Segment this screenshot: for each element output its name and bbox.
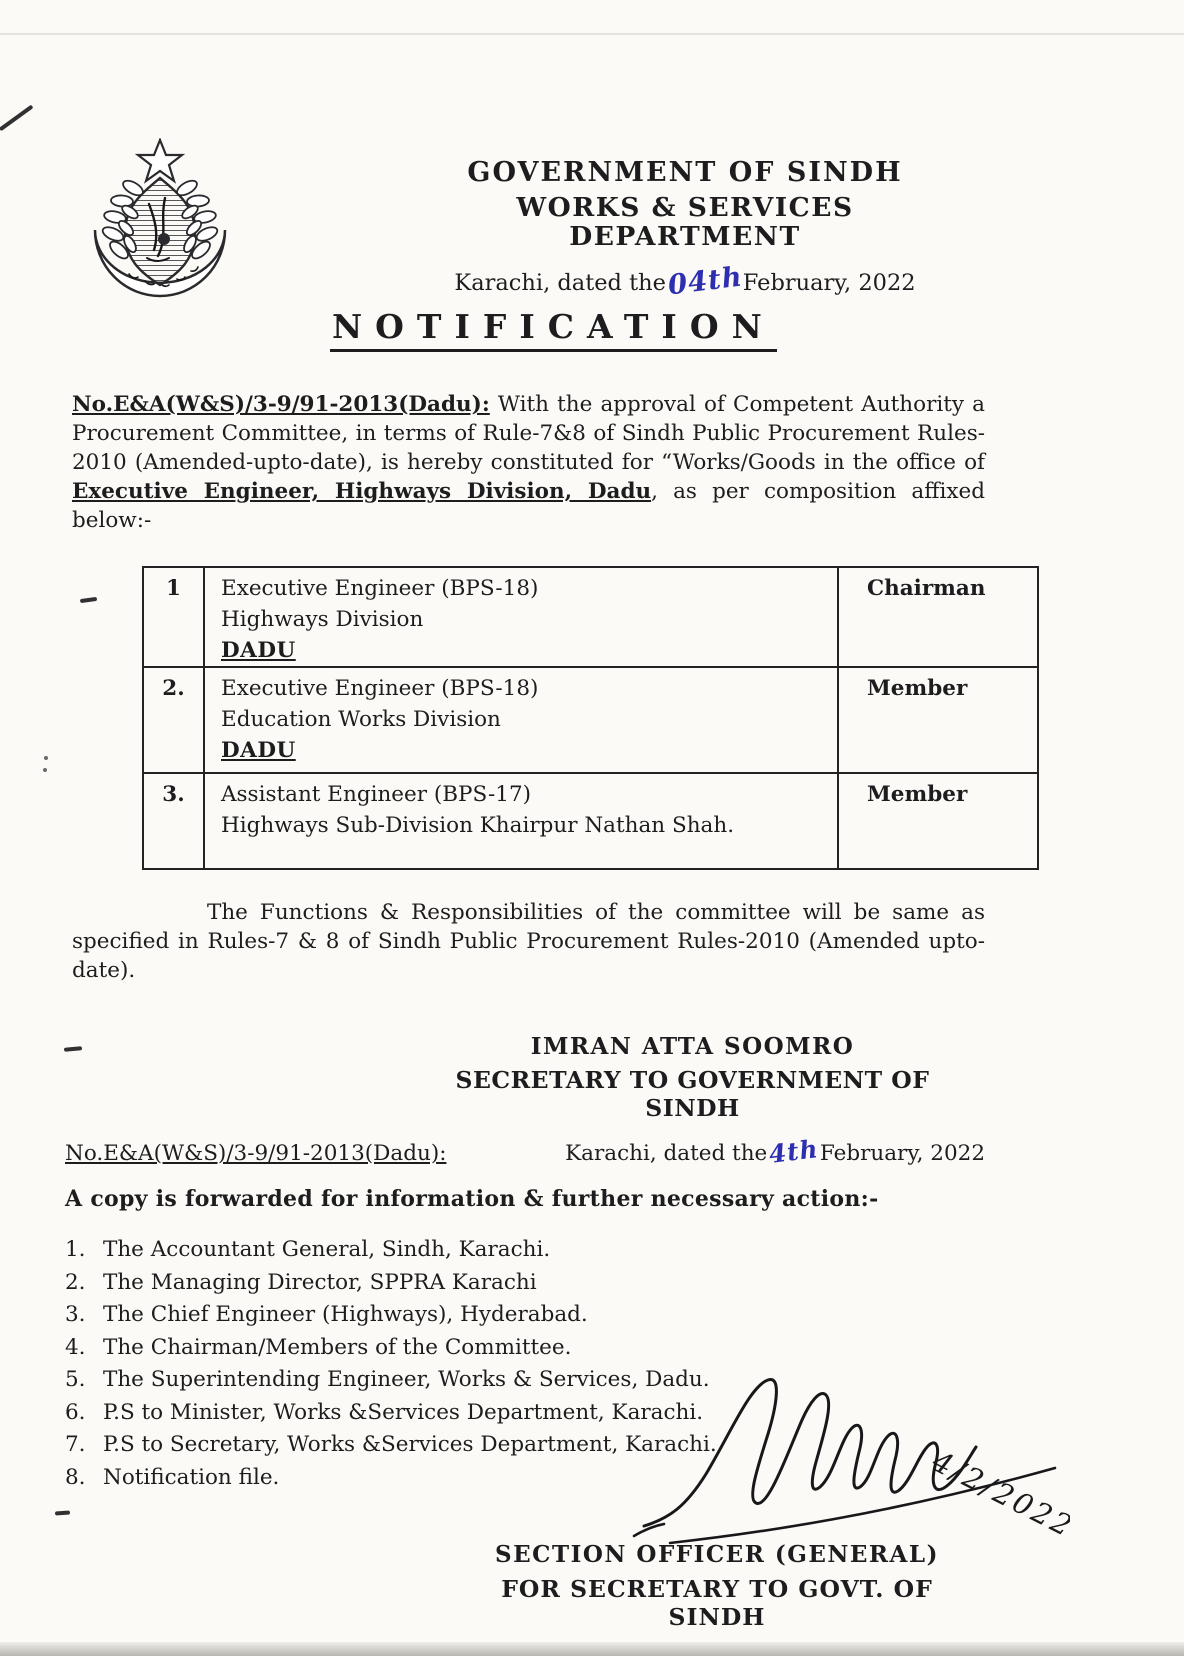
- signatory-name: IMRAN ATTA SOOMRO: [530, 1033, 855, 1060]
- notification-paragraph: [72, 390, 985, 535]
- place-date-line: [400, 260, 970, 302]
- station: DADU: [221, 738, 296, 763]
- officer-designation: SECTION OFFICER (GENERAL): [495, 1541, 939, 1568]
- item-number: 3.: [65, 1302, 86, 1327]
- designation: Executive Engineer (BPS-18): [221, 576, 539, 601]
- designation: Assistant Engineer (BPS-17): [221, 782, 532, 807]
- station: DADU: [221, 638, 296, 663]
- item-text: P.S to Minister, Works &Services Department, Karachi.: [103, 1399, 704, 1425]
- footer-signatory-block: [467, 1541, 967, 1631]
- date-suffix: February, 2022: [742, 269, 916, 296]
- pen-mark: [64, 1046, 82, 1052]
- item-number: 7.: [65, 1432, 86, 1457]
- date-suffix: February, 2022: [819, 1141, 985, 1166]
- item-text: Notification file.: [103, 1464, 280, 1490]
- org-name-line1: GOVERNMENT OF SINDH: [467, 157, 903, 188]
- role-cell: Chairman: [838, 567, 1038, 667]
- item-number: 4.: [65, 1334, 86, 1360]
- reference-number: No.E&A(W&S)/3-9/91-2013(Dadu):: [65, 1141, 447, 1166]
- body-text: With the approval of Competent Authority a Procurement Committee, in terms of Rule-7&8 of Sindh Public Procurement Rules-2010 (Amended-upto-date), is hereby constituted for “Works/Goods in the office of: [72, 392, 985, 475]
- role-cell: Member: [838, 773, 1038, 869]
- item-number: 2.: [65, 1269, 86, 1295]
- document-title: NOTIFICATION: [330, 308, 777, 352]
- item-text: The Accountant General, Sindh, Karachi.: [103, 1237, 551, 1262]
- date-prefix: Karachi, dated the: [454, 269, 666, 296]
- row-number-cell: 3.: [143, 773, 204, 869]
- scan-line-artifact: [0, 33, 1184, 35]
- place-date-line: [565, 1134, 985, 1169]
- table-row: [143, 667, 1038, 773]
- endorsement-reference-line: [65, 1134, 985, 1169]
- pen-mark: [55, 1510, 70, 1515]
- division: Highways Division: [221, 607, 424, 632]
- reference-number: No.E&A(W&S)/3-9/91-2013(Dadu):: [72, 392, 490, 417]
- handwritten-day: 04th: [666, 260, 745, 302]
- role-cell: Member: [838, 667, 1038, 773]
- pen-mark: [80, 597, 97, 603]
- pen-mark: [43, 768, 47, 772]
- scan-edge-shadow: [0, 1642, 1184, 1656]
- item-text: The Chairman/Members of the Committee.: [103, 1334, 572, 1360]
- copy-forwarded-heading: A copy is forwarded for information & further necessary action:-: [65, 1186, 879, 1212]
- signatory-block: [420, 1033, 965, 1122]
- office-emphasis: Executive Engineer, Highways Division, Dadu: [72, 479, 652, 504]
- item-number: 5.: [65, 1367, 86, 1392]
- item-text: The Superintending Engineer, Works & Services, Dadu.: [103, 1367, 710, 1392]
- pen-mark: [44, 756, 48, 760]
- pen-mark: [0, 105, 33, 131]
- item-text: The Managing Director, SPPRA Karachi: [103, 1269, 537, 1295]
- member-description-cell: [204, 567, 838, 667]
- handwritten-signature-date: 4/2/2022: [926, 1443, 1070, 1545]
- sindh-government-crest-icon: [85, 138, 235, 298]
- row-number-cell: 2.: [143, 667, 204, 773]
- list-item: [65, 1234, 865, 1267]
- member-description-cell: [204, 773, 838, 869]
- officer-for-line: FOR SECRETARY TO GOVT. OF SINDH: [501, 1575, 933, 1631]
- signatory-title: SECRETARY TO GOVERNMENT OF SINDH: [455, 1066, 930, 1122]
- item-number: 8.: [65, 1464, 86, 1490]
- list-item: [65, 1299, 865, 1332]
- table-row: [143, 567, 1038, 667]
- division: Education Works Division: [221, 707, 501, 732]
- item-number: 1.: [65, 1237, 86, 1262]
- designation: Executive Engineer (BPS-18): [221, 676, 539, 701]
- item-number: 6.: [65, 1399, 86, 1425]
- letterhead: [400, 157, 970, 302]
- item-text: P.S to Secretary, Works &Services Department, Karachi.: [103, 1432, 717, 1457]
- list-item: [65, 1267, 865, 1300]
- division: Highways Sub-Division Khairpur Nathan Shah.: [221, 813, 735, 838]
- handwritten-day: 4th: [767, 1134, 821, 1169]
- body-text-after: , as per composition affixed below:-: [72, 479, 985, 533]
- org-name-line2: WORKS & SERVICES DEPARTMENT: [516, 191, 854, 252]
- functions-paragraph: The Functions & Responsibilities of the committee will be same as specified in Rules-7 & 8 of Sindh Public Procurement Rules-2010 (Amended upto-date).: [72, 900, 985, 983]
- committee-composition-table: [142, 566, 1039, 870]
- date-prefix: Karachi, dated the: [565, 1141, 768, 1166]
- row-number-cell: 1: [143, 567, 204, 667]
- item-text: The Chief Engineer (Highways), Hyderabad.: [103, 1302, 588, 1327]
- handwritten-signature-icon: [630, 1356, 1070, 1560]
- member-description-cell: [204, 667, 838, 773]
- table-row: [143, 773, 1038, 869]
